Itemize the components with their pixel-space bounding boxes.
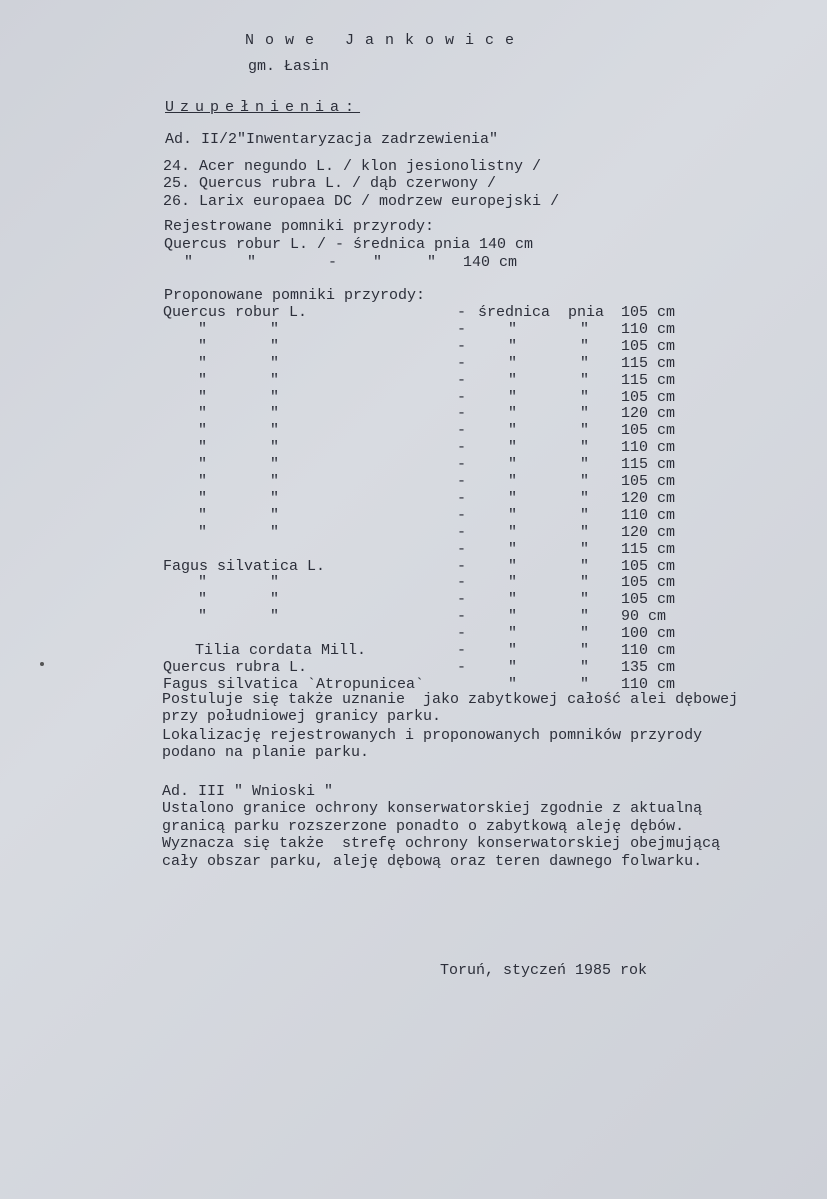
dash: - — [457, 658, 467, 676]
ditto-1: " — [508, 506, 518, 524]
ditto-2: " — [580, 422, 590, 440]
ditto-2: " — [580, 540, 590, 558]
trunk-diameter: 105 cm — [621, 337, 676, 355]
dash: - — [457, 540, 467, 558]
ditto-1: " — [508, 337, 518, 355]
ditto-1: " — [508, 625, 518, 643]
tree-name: " " — [198, 422, 280, 440]
trunk-diameter: 105 cm — [621, 574, 676, 592]
ditto-1: " — [508, 405, 518, 423]
ditto-2: " — [580, 642, 590, 659]
trunk-diameter: 110 cm — [621, 320, 676, 338]
dash: - — [457, 337, 467, 355]
tree-name: " " — [198, 388, 280, 406]
trunk-diameter: 120 cm — [621, 405, 676, 423]
tree-name: Quercus rubra L. — [163, 658, 308, 676]
dash: - — [457, 591, 467, 609]
dash: - — [457, 388, 467, 406]
dash: - — [457, 473, 467, 490]
trunk-diameter: 115 cm — [621, 371, 676, 389]
ditto-1: " — [508, 388, 518, 406]
dash: - — [457, 354, 467, 372]
dash: - — [457, 608, 467, 626]
ditto-2: " — [580, 371, 590, 389]
ditto-2: " — [580, 388, 590, 406]
ditto-1: " — [508, 608, 518, 626]
ink-dot — [40, 662, 44, 666]
dash: - — [457, 557, 467, 575]
ditto-1: " — [508, 320, 518, 338]
dash: - — [457, 489, 467, 507]
ditto-2: " — [580, 320, 590, 338]
ad3-line: Wyznacza się także strefę ochrony konserwatorskiej obejmującą — [162, 835, 721, 852]
dash: - — [457, 506, 467, 524]
ditto-1: " — [508, 439, 518, 457]
postulate-line: podano na planie parku. — [162, 744, 370, 761]
inventory-item: 26. Larix europaea DC / modrzew europejski / — [163, 193, 560, 210]
dash: - — [457, 456, 467, 474]
dash: - — [457, 422, 467, 440]
ditto-2: " — [580, 405, 590, 423]
tree-name: Fagus silvatica L. — [163, 557, 326, 575]
ditto-2: " — [580, 591, 590, 609]
proposed-heading: Proponowane pomniki przyrody: — [164, 287, 426, 304]
trunk-diameter: 110 cm — [621, 642, 676, 659]
tree-name: " " — [198, 608, 280, 626]
trunk-diameter: 105 cm — [621, 473, 676, 490]
ad3-line: cały obszar parku, aleję dębową oraz teren dawnego folwarku. — [162, 853, 703, 870]
tree-name: " " — [198, 439, 280, 457]
ad3-title: Ad. III " Wnioski " — [162, 783, 334, 800]
postulate-line: Lokalizację rejestrowanych i proponowanych pomników przyrody — [162, 727, 703, 744]
trunk-diameter: 110 cm — [621, 439, 676, 457]
ditto-2: " — [580, 608, 590, 626]
tree-name: " " — [198, 591, 280, 609]
dash: - — [457, 625, 467, 643]
ditto-1: " — [508, 489, 518, 507]
section-heading: Uzupełnienia: — [165, 99, 361, 116]
ditto-2: " — [580, 354, 590, 372]
dash: - — [457, 574, 467, 592]
ditto-1: " — [508, 354, 518, 372]
trunk-diameter: 135 cm — [621, 658, 676, 676]
tree-name: Quercus robur L. — [163, 304, 308, 321]
tree-name: " " — [198, 337, 280, 355]
tree-name: " " — [198, 405, 280, 423]
tree-name: " " — [198, 320, 280, 338]
postulate-line: Postuluje się także uznanie jako zabytkowej całość alei dębowej — [162, 691, 739, 708]
tree-name: Tilia cordata Mill. — [195, 642, 367, 659]
tree-name: " " — [198, 489, 280, 507]
registered-line: Quercus robur L. / - średnica pnia 140 cm — [164, 236, 534, 253]
tree-name: " " — [198, 506, 280, 524]
dash: - — [457, 523, 467, 541]
ditto-2: pnia — [568, 304, 605, 321]
ditto-2: " — [580, 625, 590, 643]
ditto-1: " — [508, 591, 518, 609]
place-name: Nowe Jankowice — [245, 32, 526, 49]
tree-name: Fagus silvatica `Atropunicea` — [163, 675, 425, 693]
ditto-1: " — [508, 557, 518, 575]
ditto-2: " — [580, 473, 590, 490]
dash: - — [457, 439, 467, 457]
commune: gm. Łasin — [248, 58, 330, 75]
trunk-diameter: 105 cm — [621, 557, 676, 575]
ditto-2: " — [580, 574, 590, 592]
place-date: Toruń, styczeń 1985 rok — [440, 962, 648, 979]
registered-heading: Rejestrowane pomniki przyrody: — [164, 218, 435, 235]
postulate-line: przy południowej granicy parku. — [162, 708, 442, 725]
ad3-line: Ustalono granice ochrony konserwatorskiej zgodnie z aktualną — [162, 800, 703, 817]
ditto-2: " — [580, 456, 590, 474]
ditto-2: " — [580, 506, 590, 524]
trunk-diameter: 110 cm — [621, 675, 676, 693]
trunk-diameter: 105 cm — [621, 422, 676, 440]
ditto-2: " — [580, 523, 590, 541]
dash: - — [457, 405, 467, 423]
tree-name: " " — [198, 456, 280, 474]
ditto-2: " — [580, 439, 590, 457]
trunk-diameter: 120 cm — [621, 523, 676, 541]
ditto-1: " — [508, 371, 518, 389]
ditto-2: " — [580, 337, 590, 355]
dash: - — [457, 642, 467, 659]
trunk-diameter: 90 cm — [621, 608, 667, 626]
trunk-diameter: 100 cm — [621, 625, 676, 643]
trunk-diameter: 105 cm — [621, 388, 676, 406]
ditto-2: " — [580, 489, 590, 507]
registered-line: " " - " " 140 cm — [184, 254, 518, 271]
dash: - — [457, 320, 467, 338]
inventory-item: 24. Acer negundo L. / klon jesionolistny / — [163, 158, 542, 175]
ditto-1: " — [508, 642, 518, 659]
trunk-diameter: 115 cm — [621, 354, 676, 372]
ditto-1: " — [508, 540, 518, 558]
ditto-2: " — [580, 675, 590, 693]
inventory-item: 25. Quercus rubra L. / dąb czerwony / — [163, 175, 497, 192]
tree-name: " " — [198, 354, 280, 372]
tree-name: " " — [198, 473, 280, 490]
ditto-1: " — [508, 675, 518, 693]
tree-name: " " — [198, 574, 280, 592]
trunk-diameter: 115 cm — [621, 540, 676, 558]
ditto-1: " — [508, 658, 518, 676]
ditto-2: " — [580, 557, 590, 575]
ditto-1: " — [508, 523, 518, 541]
ad2-title: Ad. II/2"Inwentaryzacja zadrzewienia" — [165, 131, 499, 148]
ditto-2: " — [580, 658, 590, 676]
tree-name: " " — [198, 523, 280, 541]
trunk-diameter: 105 cm — [621, 304, 676, 321]
trunk-diameter: 110 cm — [621, 506, 676, 524]
ditto-1: " — [508, 456, 518, 474]
trunk-diameter: 115 cm — [621, 456, 676, 474]
ditto-1: " — [508, 473, 518, 490]
ad3-line: granicą parku rozszerzone ponadto o zabytkową aleję dębów. — [162, 818, 685, 835]
ditto-1: " — [508, 422, 518, 440]
ditto-1: średnica — [478, 304, 551, 321]
dash: - — [457, 371, 467, 389]
tree-name: " " — [198, 371, 280, 389]
trunk-diameter: 120 cm — [621, 489, 676, 507]
ditto-1: " — [508, 574, 518, 592]
dash: - — [457, 304, 467, 321]
trunk-diameter: 105 cm — [621, 591, 676, 609]
